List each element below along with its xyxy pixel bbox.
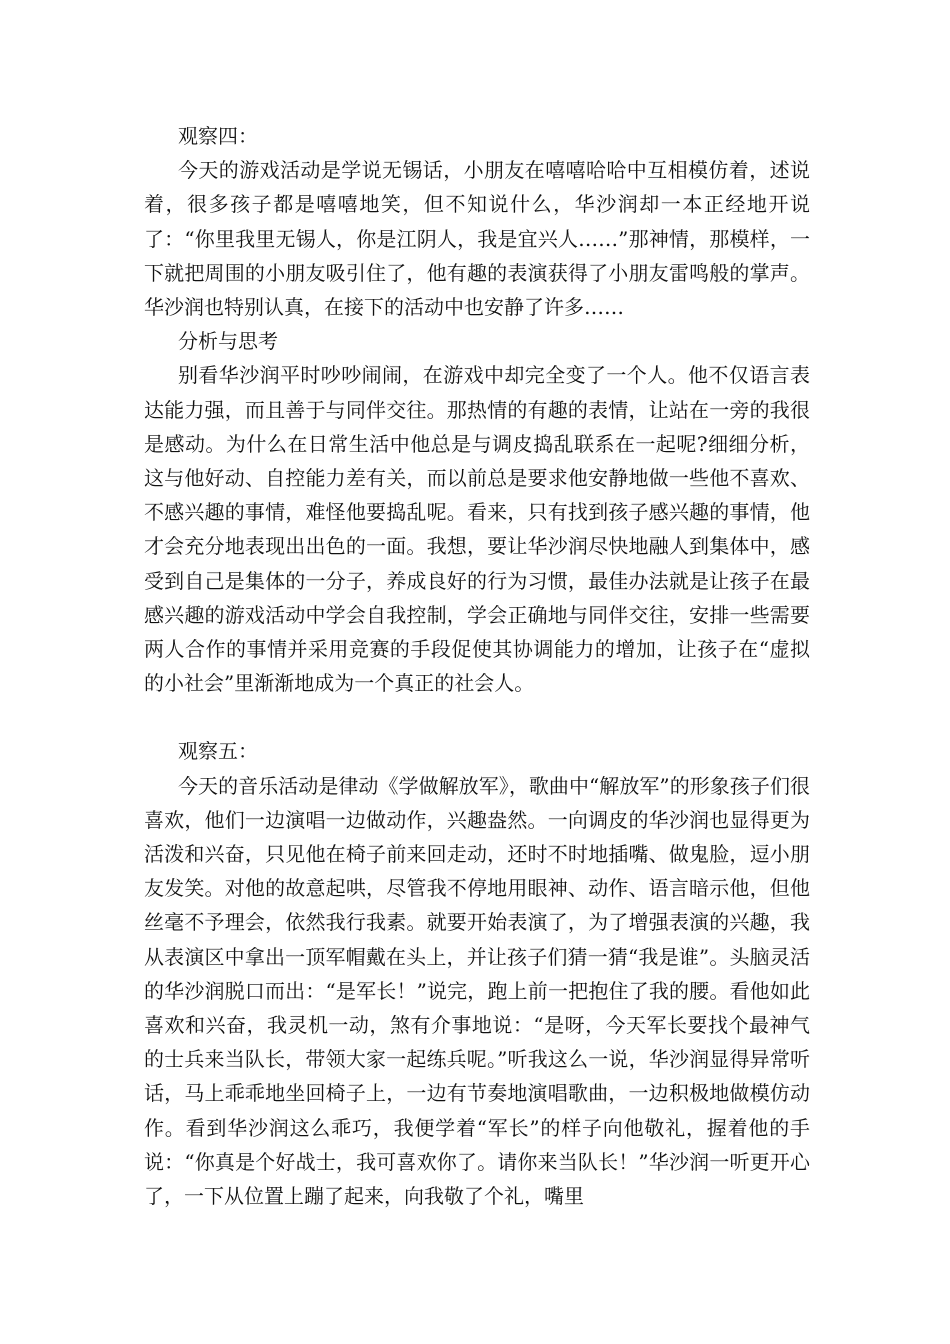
observation-five-heading: 观察五： — [178, 739, 258, 764]
observation-four-heading: 观察四： — [178, 124, 258, 148]
document-body — [144, 119, 810, 1213]
analysis-paragraph: 别看华沙润平时吵吵闹闹，在游戏中却完全变了一个人。他不仅语言表达能力强，而且善于与同伴交往。那热情的有趣的表情，让站在一旁的我很是感动。为什么在日常生活中他总是与调皮捣乱联系在一起呢?细细分析，这与他好动、自控能力差有关，而以前总是要求他安静地做一些他不喜欢、不感兴趣的事情，难怪他要捣乱呢。看来，只有找到孩子感兴趣的事情，他才会充分地表现出出色的一面。我想，要让华沙润尽快地融人到集体中，感受到自己是集体的一分子，养成良好的行为习惯，最佳办法就是让孩子在最感兴趣的游戏活动中学会自我控制，学会正确地与同伴交往，安排一些需要两人合作的事情并采用竞赛的手段促使其协调能力的增加，让孩子在“虚拟的小社会”里渐渐地成为一个真正的社会人。 — [144, 363, 810, 696]
analysis-heading: 分析与思考 — [178, 329, 278, 354]
observation-five-paragraph: 今天的音乐活动是律动《学做解放军》，歌曲中“解放军”的形象孩子们很喜欢，他们一边演唱一边做动作，兴趣盎然。一向调皮的华沙润也显得更为活泼和兴奋，只见他在椅子前来回走动，还时不时地插嘴、做鬼脸，逗小朋友发笑。对他的故意起哄，尽管我不停地用眼神、动作、语言暗示他，但他丝毫不予理会，依然我行我素。就要开始表演了，为了增强表演的兴趣，我从表演区中拿出一顶军帽戴在头上，并让孩子们猜一猜“我是谁”。头脑灵活的华沙润脱口而出：“是军长！”说完，跑上前一把抱住了我的腰。看他如此喜欢和兴奋，我灵机一动，煞有介事地说：“是呀，今天军长要找个最神气的士兵来当队长，带领大家一起练兵呢。”听我这么一说，华沙润显得异常听话，马上乖乖地坐回椅子上，一边有节奏地演唱歌曲，一边积极地做模仿动作。看到华沙润这么乖巧，我便学着“军长”的样子向他敬礼，握着他的手说：“你真是个好战士，我可喜欢你了。请你来当队长！”华沙润一听更开心了，一下从位置上蹦了起来，向我敬了个礼，嘴里 — [144, 773, 810, 1209]
observation-four-paragraph: 今天的游戏活动是学说无锡话，小朋友在嘻嘻哈哈中互相模仿着，述说着，很多孩子都是嘻嘻地笑，但不知说什么，华沙润却一本正经地开说了：“你里我里无锡人，你是江阴人，我是宜兴人……”那神情，那模样，一下就把周围的小朋友吸引住了，他有趣的表演获得了小朋友雷鸣般的掌声。华沙润也特别认真，在接下的活动中也安静了许多…… — [144, 158, 810, 320]
section-spacer — [144, 700, 810, 734]
